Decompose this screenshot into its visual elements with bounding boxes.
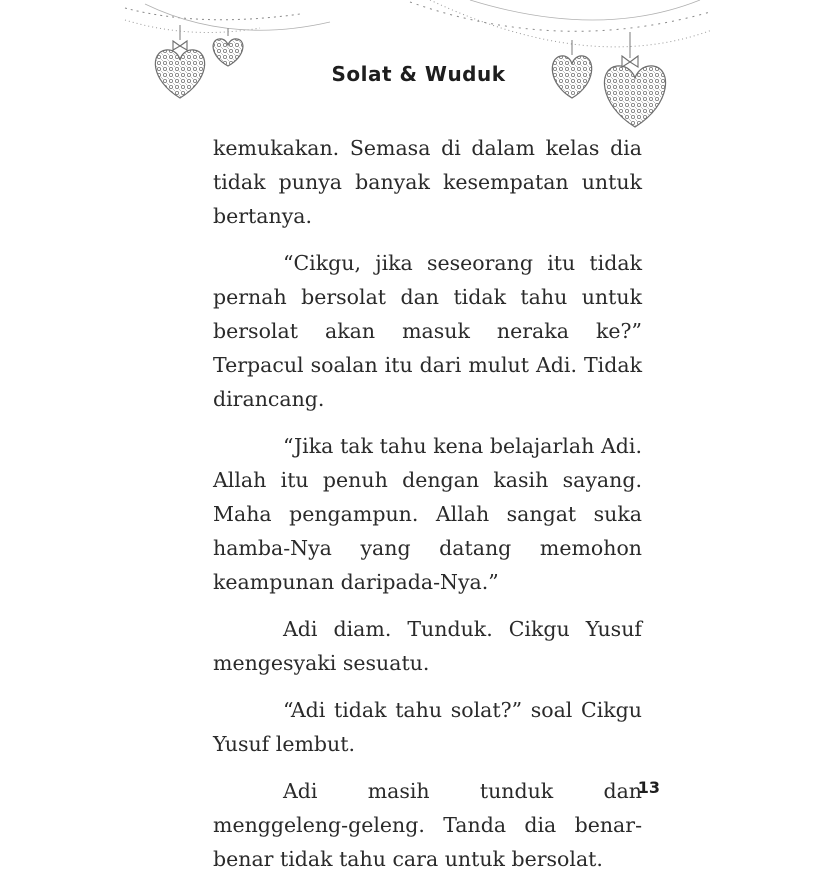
running-title: Solat & Wuduk (331, 62, 506, 86)
paragraph: kemukakan. Semasa di dalam kelas dia tidak punya banyak kesempatan untuk bertanya. (213, 136, 642, 228)
page-number: 13 (637, 778, 660, 797)
paragraph: Adi diam. Tunduk. Cikgu Yusuf mengesyaki sesuatu. (213, 617, 642, 675)
paragraph: “Jika tak tahu kena belajarlah Adi. Allah itu penuh dengan kasih sayang. Maha pengampun. Allah sangat suka hamba-Nya yang datang memohon keampunan daripada-Nya.” (213, 434, 642, 594)
paragraph: “Cikgu, jika seseorang itu tidak pernah bersolat dan tidak tahu untuk bersolat akan masuk neraka ke?” Terpacul soalan itu dari mulut Adi. Tidak dirancang. (213, 251, 642, 411)
paragraph: “Adi tidak tahu solat?” soal Cikgu Yusuf lembut. (213, 698, 642, 756)
paragraph: Adi masih tunduk dan menggeleng-geleng. Tanda dia benar-benar tidak tahu cara untuk bersolat. (213, 779, 642, 871)
body-text (213, 131, 642, 889)
